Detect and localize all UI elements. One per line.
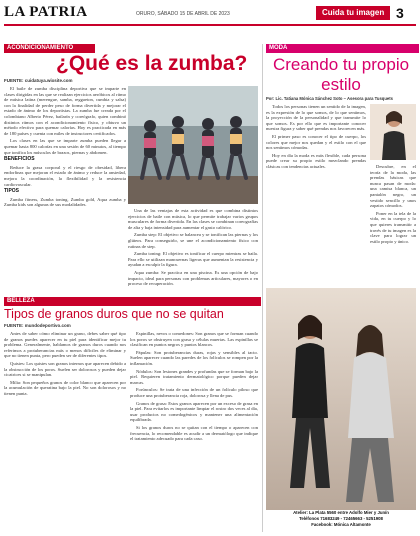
paragraph: Zumba step: El objetivo se balancea y se tonifican las piernas y los glúteos. Para conseguirlo, se une el acondicionamiento físico con rutinas de step. <box>128 232 258 249</box>
caption-phones: Teléfonos 71683249 - 72465663 - 5251908 <box>299 516 383 521</box>
paragraph: Aqua zumba: Se practica en una piscina. Es una opción de bajo impacto, ideal para personas con problemas articulares, mayores o en proceso de recuperación. <box>128 269 258 287</box>
page-number: 3 <box>396 5 404 21</box>
granos-column-2 <box>130 331 258 531</box>
moda-column-2 <box>370 164 416 284</box>
subheading-beneficios: BENEFICIOS <box>4 156 35 163</box>
fashion-models-illustration <box>266 288 416 510</box>
granos-column-1 <box>4 331 126 531</box>
section-label-belleza: BELLEZA <box>4 297 261 306</box>
caption-address: Atelier: La Plata 5560 entre Adolfo Mier y Junín <box>293 510 389 515</box>
column-divider <box>262 44 263 532</box>
paragraph: Granos de grasa: Estos granos aparecen por un exceso de grasa en la piel. Para evitarlos es importante limpiar el rostro dos veces al día, usar productos no comedogénicos y mantener una alimentación equilibrada. <box>130 400 258 423</box>
paragraph: El baile de zumba disciplina deportiva que se imparte en clases dirigidas en las que se realizan ejercicios aeróbicos al ritmo de música latina (merengue, samba, reggaeton, cumbia y salsa) con la finalidad de perder peso de forma divertida y mejorar el estado de ánimo de los deportistas. La zumba fue creada por el colombiano Alberto Pérez, bailarín y coreógrafo, quien combinó distintos ritmos con el acondicionamiento físico, y obtuvo un método efectivo para quemar calorías. Hoy es practicada en más de 180 países y cuenta con miles de instructores certificados. <box>4 86 126 136</box>
zumba-dancers-illustration <box>128 86 258 204</box>
paragraph: Si los granos duros no se quitan con el tiempo o aparecen con frecuencia, lo recomendable es acudir a un dermatólogo que indique el tratamiento adecuado para cada caso. <box>130 424 258 442</box>
zumba-photo <box>128 86 258 204</box>
caption-facebook: Facebook: Mónica Altamonte <box>311 522 371 527</box>
paragraph: Espinillas, nevos o comedones: Son granos que se forman cuando los poros se obstruyen con grasa y células muertas. Las espinillas se clasifican en puntos negros y puntos blancos. <box>130 331 258 348</box>
newspaper-logo: LA PATRIA <box>4 4 88 20</box>
article-source-granos: FUENTE: mundodeportivo.com <box>4 323 71 328</box>
paragraph: Zumba toning: El objetivo es tonificar el cuerpo mientras se baila. Para ello se utilizan mancuernas ligeras que aumentan la resistencia y ayudan a esculpir la figura. <box>128 251 258 268</box>
masthead <box>4 2 416 24</box>
zumba-column-1 <box>4 86 126 290</box>
article-byline-moda: Por: Lic. Tatiana Mónica Sánchez Soto – Asesora para Tusquets <box>266 96 393 101</box>
photo-caption-moda <box>266 510 416 534</box>
paragraph: Todos los personas tienen un sentido de la imagen, es la expresión de lo que somos, de lo que sentimos, la proyección de la personalidad y que transmite lo que somos. Es por ello que es importante conocer nuestra figura y saber qué prendas nos favorecen más. <box>266 104 366 132</box>
paragraph: Nódulos: Son lesiones grandes y profundas que se forman bajo la piel. Requieren tratamiento dermatológico porque pueden dejar marcas. <box>130 368 258 385</box>
paragraph: Una de las ventajas de esta actividad es que combina distintos ejercicios de baile con música, lo que permite trabajar varios grupos musculares de forma divertida. En las clases se combinan coreografías de alta y baja intensidad para aumentar el gasto calórico. <box>128 208 258 230</box>
section-tab: Cuida tu imagen <box>316 6 390 20</box>
section-label-acondicionamiento: ACONDICIONAMIENTO <box>4 44 95 53</box>
paragraph: Los clases en las que se imparte zumba pueden llegar a quemar hasta 800 calorías en una sesión de 60 minutos, al tiempo que tonifica los músculos de brazos, piernas y abdomen. <box>4 138 126 155</box>
paragraph: El primer paso es conocer el tipo de cuerpo, los colores que mejor nos quedan y el estilo con el que nos sentimos cómodas. <box>266 133 366 151</box>
fashion-photo-main <box>266 288 416 510</box>
woman-portrait-illustration <box>370 104 416 160</box>
article-headline-granos: Tipos de granos duros que no se quitan <box>4 307 224 321</box>
paragraph: Descubre, en el teoría de la moda, las prendas básicas que nunca pasan de moda: una camisa blanca, un pantalón negro, un vestido sencillo y unos zapatos cómodos. <box>370 164 416 209</box>
paragraph: Forúnculos: Se trata de una infección de un folículo piloso que produce una protuberancia roja, dolorosa y llena de pus. <box>130 387 258 398</box>
paragraph: Quistes: Los quistes son granos internos que aparecen debido a la obstrucción de los poros. Suelen ser dolorosos y pueden dejar cicatrices si se manipulan. <box>4 360 126 378</box>
paragraph: Reduce la grasa corporal y el riesgo de obesidad, libera endorfinas que mejoran el estado de ánimo y reduce la ansiedad, mejora la coordinación, la flexibilidad y la resistencia cardiovascular. <box>4 164 126 187</box>
subheading-tipos: TIPOS <box>4 188 20 195</box>
paragraph: Antes de saber cómo eliminar un grano, debes saber qué tipo de granos puedes aparecer en tu piel para identificar mejor tu problema. Generalmente, hablamos de granos duros cuando nos referimos a protuberancias más o menos difíciles de eliminar y que no tienen punta, pero pueden ser de diferentes tipos. <box>4 331 126 359</box>
paragraph: Pápulas: Son protuberancias duras, rojas y sensibles al tacto. Suelen aparecer cuando las paredes de los folículos se rompen por la inflamación. <box>130 349 258 366</box>
paragraph: Zumba fitness, Zumba toning, Zumba gold, Aqua zumba y Zumba kids son algunas de sus modalidades. <box>4 196 126 208</box>
fashion-photo-small <box>370 104 416 160</box>
article-source-zumba: FUENTE: cuidatuya.wixsite.com <box>4 78 73 83</box>
article-headline-zumba: ¿Qué es la zumba? <box>56 52 248 75</box>
article-headline-moda: Creando tu propio estilo <box>272 55 410 94</box>
dateline: ORURO, SÁBADO 15 DE ABRIL DE 2023 <box>136 11 230 17</box>
paragraph: Poner en la tela de la vida, en tu cuerpo y lo que quieres transmitir a través de tu imagen es la clave para lograr un estilo propio y único. <box>370 210 416 244</box>
zumba-column-2 <box>128 208 258 290</box>
header-rule <box>4 24 416 26</box>
section-label-moda: MODA <box>266 44 419 53</box>
moda-column-1 <box>266 104 366 280</box>
paragraph: Hoy en día la moda es más flexible, cada persona puede crear su propio estilo mezclando prendas clásicas con tendencias actuales. <box>266 152 366 169</box>
paragraph: Milia: Son pequeños granos de color blanco que aparecen por la acumulación de queratina bajo la piel. No son dolorosos y no tienen punta. <box>4 379 126 396</box>
